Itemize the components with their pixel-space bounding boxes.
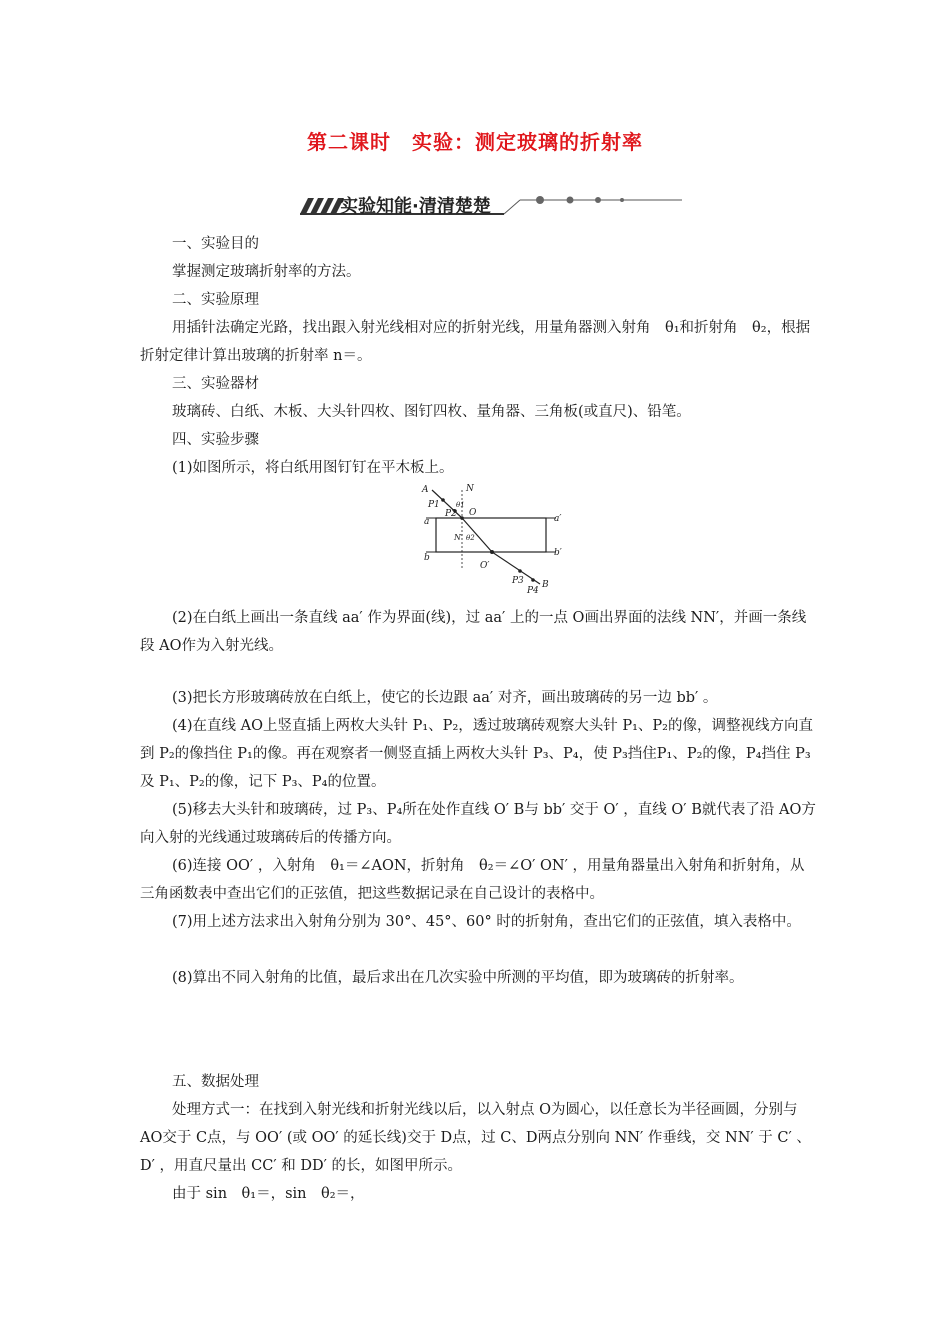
label-B: B xyxy=(542,580,549,590)
section-3-body: 玻璃砖、白纸、木板、大头针四枚、图钉四枚、量角器、三角板(或直尺)、铅笔。 xyxy=(172,404,691,420)
section-4-heading: 四、实验步骤 xyxy=(172,432,259,448)
label-N-prime: N′ xyxy=(454,533,463,542)
pin-p3 xyxy=(518,569,522,573)
label-a: a xyxy=(424,517,430,527)
label-N: N xyxy=(466,484,474,494)
label-O: O xyxy=(469,508,477,518)
label-A: A xyxy=(422,485,429,495)
label-P1: P1 xyxy=(428,500,440,510)
label-P4: P4 xyxy=(527,586,539,596)
label-b-prime: b′ xyxy=(554,548,562,558)
step-3: (3)把长方形玻璃砖放在白纸上，使它的长边跟 aa′ 对齐，画出玻璃砖的另一边 bb′ 。 xyxy=(172,690,718,706)
label-O-prime: O′ xyxy=(480,561,490,571)
pin-p4 xyxy=(531,578,535,582)
label-theta2: θ2 xyxy=(466,534,475,542)
step-1: (1)如图所示，将白纸用图钉钉在平木板上。 xyxy=(172,460,454,476)
label-theta1: θ1 xyxy=(456,501,465,509)
section-2-body: 用插针法确定光路，找出跟入射光线相对应的折射光线，用量角器测入射角 θ₁和折射角 θ₂，根据折射定律计算出玻璃的折射率 n＝。 xyxy=(140,320,811,364)
page-title: 第二课时 实验：测定玻璃的折射率 xyxy=(307,130,643,154)
label-P3: P3 xyxy=(512,576,524,586)
section-3-heading: 三、实验器材 xyxy=(172,376,259,392)
glass-block xyxy=(436,518,546,552)
banner-title: 实验知能·清清楚楚 xyxy=(340,196,491,217)
method-1: 处理方式一：在找到入射光线和折射光线以后，以入射点 O为圆心，以任意长为半径画圆，分别与 AO交于 C点，与 OO′ (或 OO′ 的延长线)交于 D点，过 C、D两点分别向 NN′ 作垂线，交 NN′ 于 C′ 、D′ ，用直尺量出 CC′ 和 DD′ 的长，如图甲所示。 xyxy=(140,1102,811,1174)
step-5: (5)移去大头针和玻璃砖，过 P₃、P₄所在处作直线 O′ B与 bb′ 交于 O′ ，直线 O′ B就代表了沿 AO方向入射的光线通过玻璃砖后的传播方向。 xyxy=(140,802,816,846)
step-7: (7)用上述方法求出入射角分别为 30°、45°、60° 时的折射角，查出它们的正弦值，填入表格中。 xyxy=(172,914,801,930)
section-1-heading: 一、实验目的 xyxy=(172,236,259,252)
step-2: (2)在白纸上画出一条直线 aa′ 作为界面(线)，过 aa′ 上的一点 O画出界面的法线 NN′，并画一条线段 AO作为入射光线。 xyxy=(140,610,807,654)
step-4: (4)在直线 AO上竖直插上两枚大头针 P₁、P₂，透过玻璃砖观察大头针 P₁、P₂的像，调整视线方向直到 P₂的像挡住 P₁的像。再在观察者一侧竖直插上两枚大头针 P₃、P₄，使 P₃挡住P₁、P₂的像，P₄挡住 P₃及 P₁、P₂的像，记下 P₃、P₄的位置。 xyxy=(140,718,813,790)
section-2-heading: 二、实验原理 xyxy=(172,292,259,308)
label-P2: P2 xyxy=(445,509,457,519)
label-a-prime: a′ xyxy=(554,514,562,524)
label-b: b xyxy=(424,553,430,563)
step-8: (8)算出不同入射角的比值，最后求出在几次实验中所测的平均值，即为玻璃砖的折射率。 xyxy=(172,970,744,986)
section-banner xyxy=(296,192,686,220)
pin-p1 xyxy=(441,498,445,502)
refraction-diagram xyxy=(412,480,582,598)
section-5-heading: 五、数据处理 xyxy=(172,1074,259,1090)
section-1-body: 掌握测定玻璃折射率的方法。 xyxy=(172,264,361,280)
step-6: (6)连接 OO′ ，入射角 θ₁＝∠AON，折射角 θ₂＝∠O′ ON′ ，用量角器量出入射角和折射角，从三角函数表中查出它们的正弦值，把这些数据记录在自己设计的表格中。 xyxy=(140,858,805,902)
sine-formula-line: 由于 sin θ₁＝，sin θ₂＝， xyxy=(172,1186,365,1202)
